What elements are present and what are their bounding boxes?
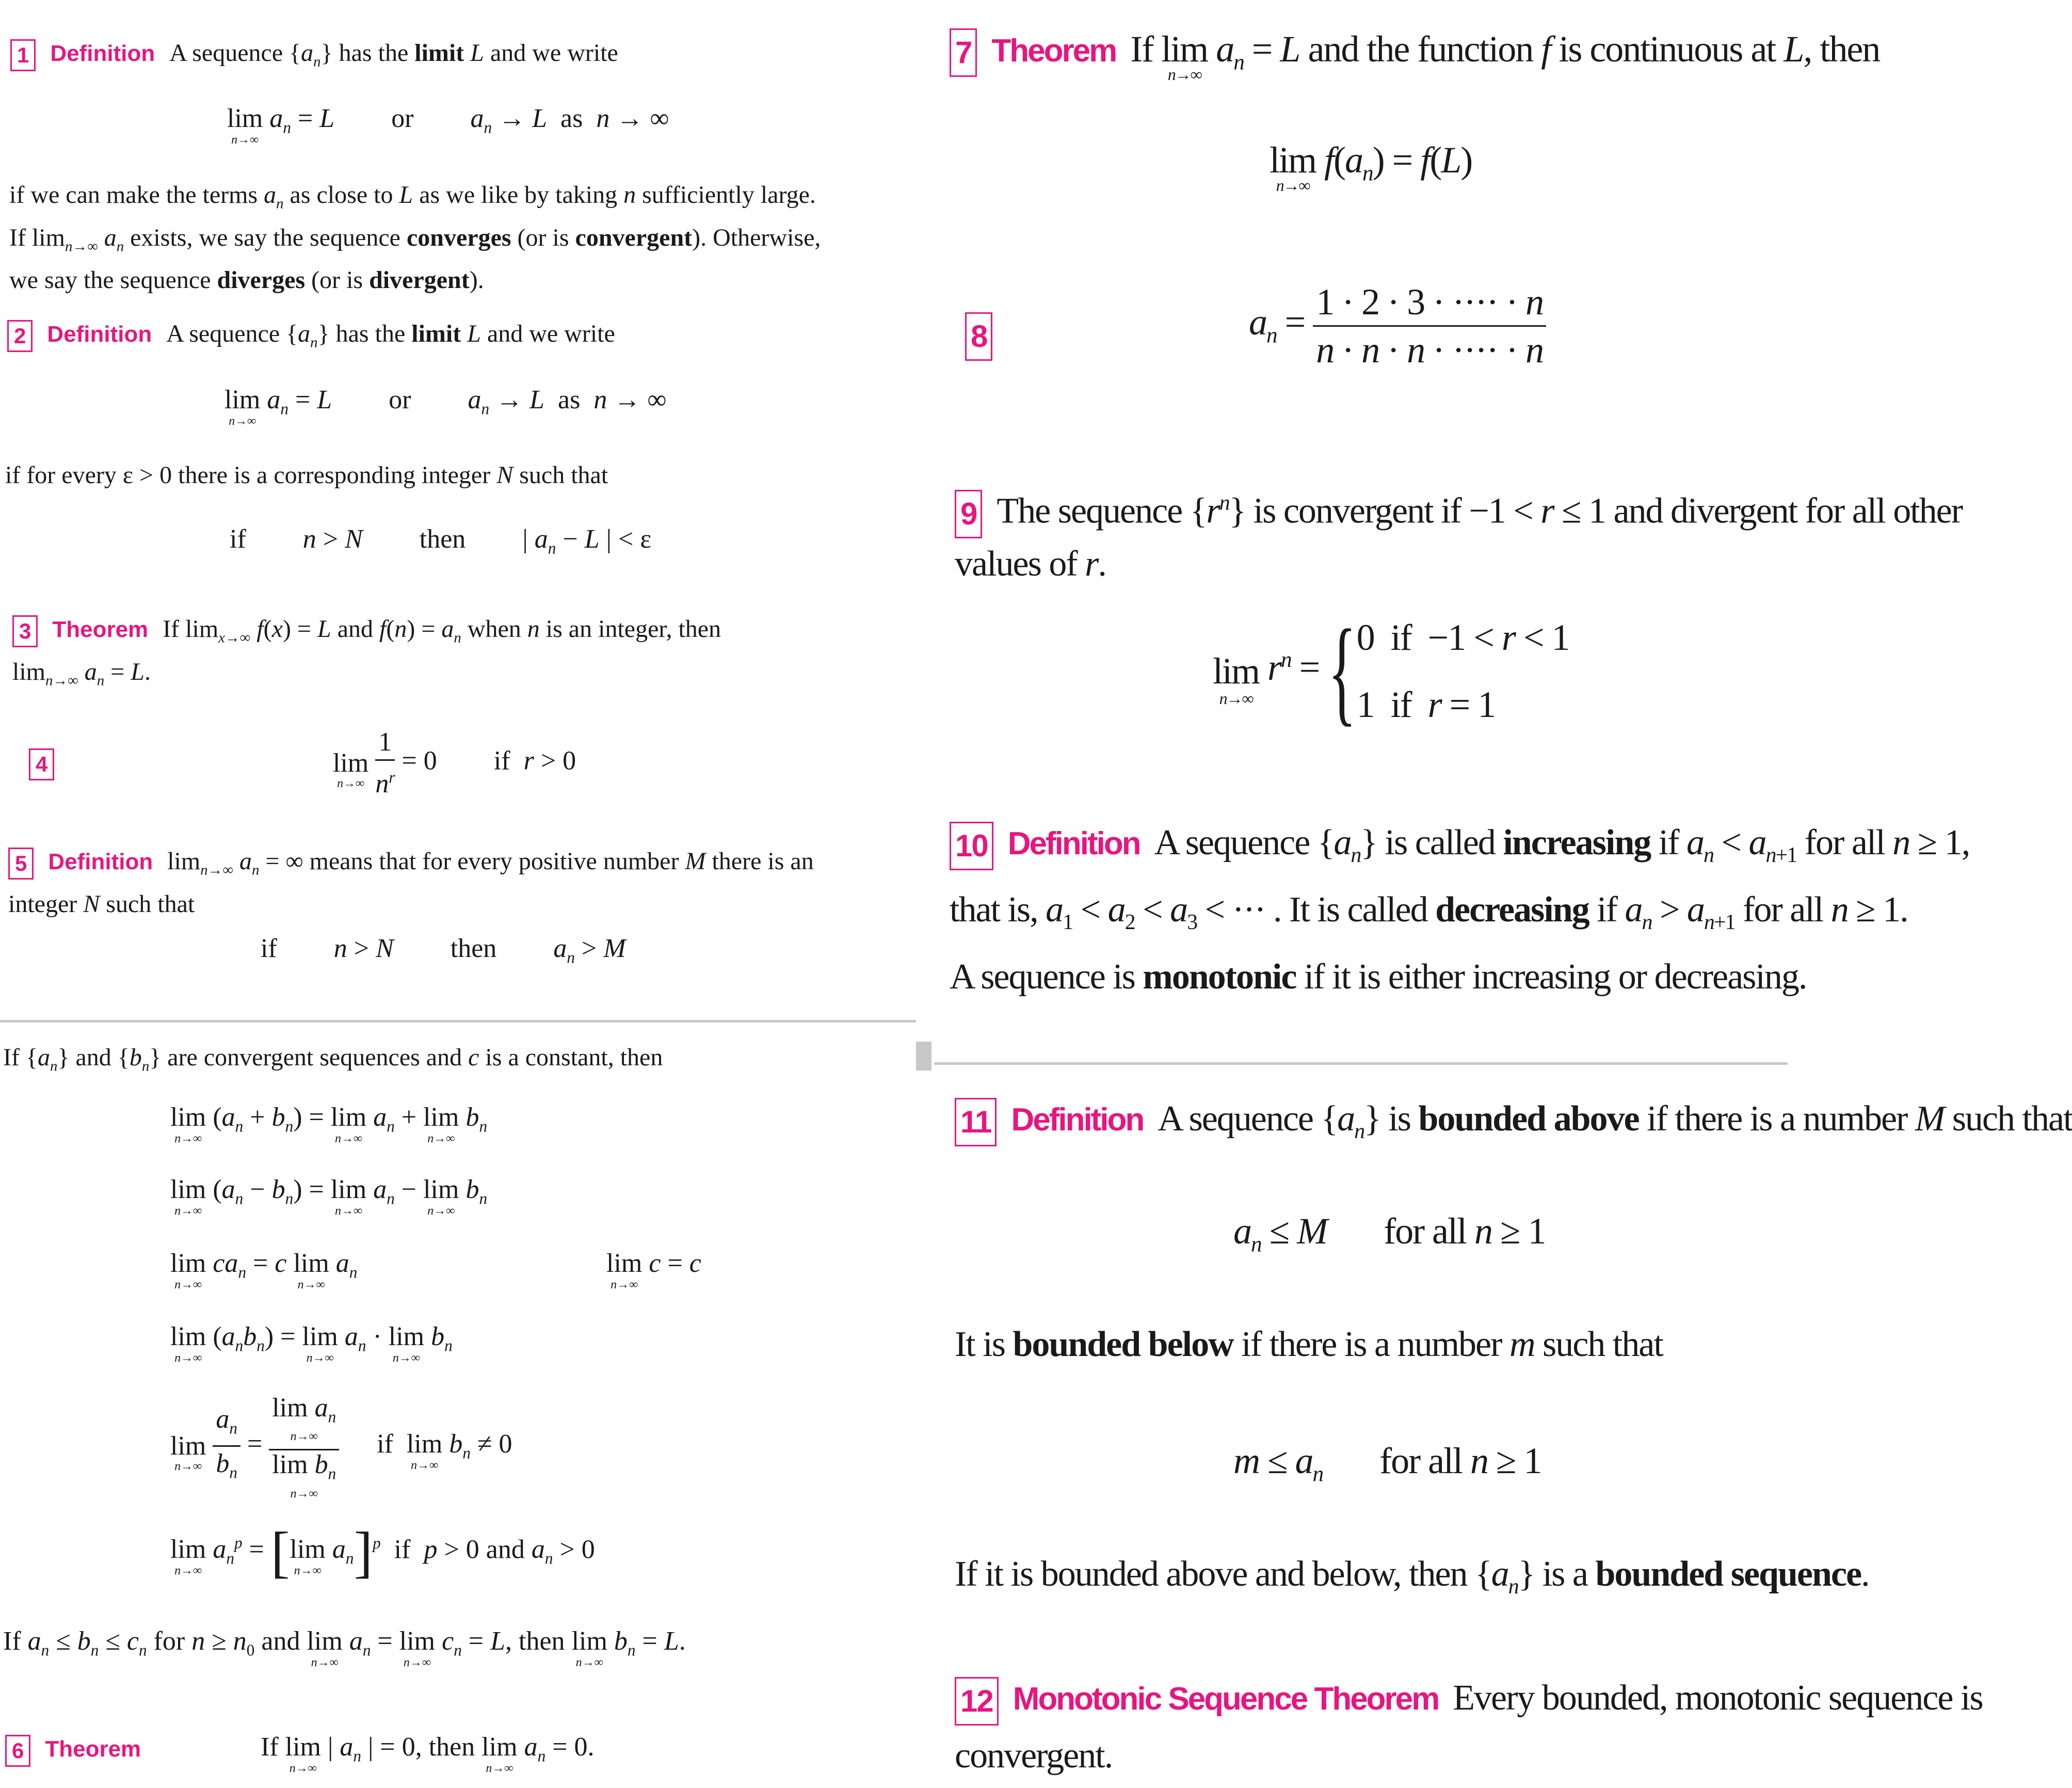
bounded-below-text: It is bounded below if there is a number m such that xyxy=(955,1324,1663,1364)
definition-5-condition: if n > N then $a_n > M$ xyxy=(261,934,626,967)
theorem-label: Monotonic Sequence Theorem xyxy=(1013,1681,1439,1717)
constant-multiple-law: lim n→∞ $ca_n = c$ lim n→∞ $a_n$ xyxy=(170,1249,358,1291)
definition-label: Definition xyxy=(48,849,153,874)
theorem-label: Theorem xyxy=(991,33,1116,69)
constant-law: lim n→∞ c = c xyxy=(606,1249,701,1291)
squeeze-theorem: If $a_n \le b_n \le c_n$ for $n \ge n_0$ and lim n→∞ $a_n = \lim$ n→∞ $c_n = L$, then lim n→∞ $b_n = L$. xyxy=(3,1626,686,1669)
difference-law: lim n→∞ $(a_n - b_n) = \lim$ n→∞ $a_n - \lim$ n→∞ $b_n$ xyxy=(170,1175,488,1218)
bounded-sequence-text: If it is bounded above and below, then $\{a_n\}$ is a bounded sequence. xyxy=(955,1554,1869,1599)
definition-2-heading: 2 Definition A sequence $\{a_n\}$ has the limit L and we write xyxy=(7,317,919,360)
section-divider xyxy=(0,1020,916,1023)
item-number-8: 8 xyxy=(965,312,992,361)
power-law: lim n→∞ $a_n^p = [\lim$ n→∞ $a_n]^p$ if p > 0 and $a_n > 0$ xyxy=(170,1520,595,1584)
fact-9: 9 The sequence $\{r^n\}$ is convergent if −1 < r ≤ 1 and divergent for all other values of r. xyxy=(955,477,1788,590)
item-number-11: 11 xyxy=(955,1098,997,1146)
definition-1-formula: lim n→∞ $a_n = L$ or $a_n \to L$ as n → ∞ xyxy=(227,104,669,147)
theorem-7: 7 Theorem If lim n→∞ $a_n = L$ and the function f is continuous at L, then xyxy=(950,28,1880,83)
bounded-below-formula: $m \le a_n$ for all n ≥ 1 xyxy=(1233,1440,1541,1487)
definition-10: 10 Definition A sequence $\{a_n\}$ is called increasing if $a_n < a_{n+1}$ for all n ≥ 1, that is, $a_1 < a_2 < a_3$ < ··· . It is called decreasing if $a_n > a_{n+1}$ for all n ≥ 1. A sequence is monotonic if it is either increasing or decreasing. xyxy=(950,816,1788,1004)
definition-2-formula: lim n→∞ $a_n = L$ or $a_n \to L$ as n → ∞ xyxy=(224,385,667,428)
item-number-1: 1 xyxy=(10,39,36,71)
item-number-3: 3 xyxy=(12,615,38,647)
definition-2-condition: if n > N then | $a_n - L$ | < ε xyxy=(230,524,652,557)
definition-2-body: if for every ε > 0 there is a corresponding integer N such that xyxy=(5,461,608,489)
left-column xyxy=(0,0,919,1788)
section-divider xyxy=(934,1062,1788,1065)
definition-label: Definition xyxy=(50,41,155,66)
definition-11: 11 Definition A sequence $\{a_n\}$ is bounded above if there is a number M such that xyxy=(955,1093,1788,1157)
right-column xyxy=(934,0,2072,1788)
item-number-6: 6 xyxy=(5,1735,30,1767)
quotient-law: lim n→∞ $\frac{a_n}{b_n}$ = $\lim a_n$ n→∞ $\lim b_n$ n→∞ if lim n→∞ $b_n \ne 0$ xyxy=(170,1393,512,1500)
item-number-10: 10 xyxy=(950,822,993,870)
theorem-3: 3 Theorem If $\lim_{x\to\infty} f(x) = L$ and $f(n) = a_n$ when n is an integer, then $\lim_{n\to\infty} a_n = L$. xyxy=(12,615,721,689)
sum-law: lim n→∞ $(a_n + b_n) = \lim$ n→∞ $a_n + \lim$ n→∞ $b_n$ xyxy=(170,1103,488,1145)
theorem-7-formula: lim n→∞ $f(a_n) = f(L)$ xyxy=(1270,139,1472,195)
definition-label: Definition xyxy=(47,322,152,347)
definition-5: 5 Definition $\lim_{n\to\infty} a_n$ = ∞ means that for every positive number M there is an integer N such that xyxy=(8,848,814,918)
item-number-7: 7 xyxy=(950,28,977,77)
formula-4: lim n→∞ $\frac{1}{n^r}$ = 0 if r > 0 xyxy=(333,725,576,801)
definition-1-heading: 1 Definition A sequence $\{a_n\}$ has the limit L and we write xyxy=(10,36,919,79)
formula-8: $a_n$ = $\frac{1 \cdot 2 \cdot 3 \cdot \cdot\cdot\cdot\cdot \cdot n}{n \cdot n \cdot n \cdot \cdot\cdot\cdot\cdot \cdot n}$ xyxy=(1249,279,1546,373)
definition-label: Definition xyxy=(1007,826,1140,861)
panel-handle xyxy=(916,1042,931,1071)
formula-9: lim n→∞ $r^n = \{0$ if −1 < r < 1 1 if r = 1 xyxy=(1213,605,1569,737)
item-number-4: 4 xyxy=(29,748,54,780)
item-number-12: 12 xyxy=(955,1677,999,1726)
definition-label: Definition xyxy=(1011,1102,1144,1138)
theorem-6-statement: If lim n→∞ | $a_n$ | = 0, then lim n→∞ $a_n = 0$. xyxy=(261,1732,595,1775)
limit-laws-intro: If $\{a_n\}$ and $\{b_n\}$ are convergent sequences and c is a constant, then xyxy=(3,1044,663,1075)
theorem-label: Theorem xyxy=(52,617,149,642)
product-law: lim n→∞ $(a_nb_n) = \lim$ n→∞ $a_n \cdot \lim$ n→∞ $b_n$ xyxy=(170,1322,453,1365)
item-number-2: 2 xyxy=(7,320,33,352)
theorem-12: 12 Monotonic Sequence Theorem Every bounded, monotonic sequence is convergent. xyxy=(955,1670,1788,1784)
item-number-9: 9 xyxy=(955,490,982,538)
item-number-5: 5 xyxy=(8,848,34,880)
definition-1-body: if we can make the terms $a_n$ as close to L as we like by taking n sufficiently large. If $\lim_{n\to\infty} a_n$ exists, we say the sequence converges (or is convergent). Otherwise, we say the sequence diverges (or is divergent). xyxy=(9,181,821,294)
bounded-above-formula: $a_n \le M$ for all n ≥ 1 xyxy=(1233,1210,1546,1257)
formula-8-number xyxy=(965,312,1007,361)
theorem-label: Theorem xyxy=(45,1736,141,1762)
